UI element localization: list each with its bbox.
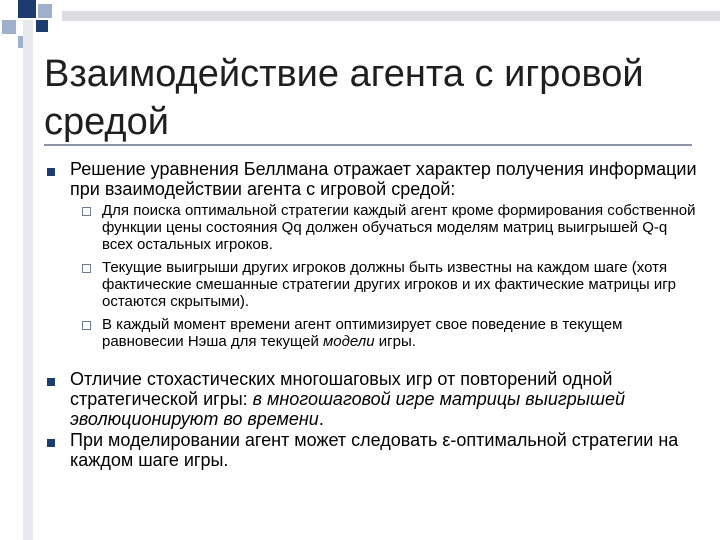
sub-bullet-text-part: игры. (374, 333, 416, 350)
sub-bullet-text: Текущие выигрыши других игроков должны быть известны на каждом шаге (хотя фактические смешанные стратегии других игроков и их фактические матрицы игр остаются скрытыми). (102, 259, 677, 310)
bullet-text (70, 369, 710, 429)
bullet-square-icon (47, 168, 55, 176)
bullet-emphasis: в многошаговой игре матрицы выигрышей эволюционируют во времени (70, 389, 626, 429)
checkbox-bullet-icon (82, 264, 91, 273)
bullet-square-icon (47, 439, 55, 447)
bullet-text: При моделировании агент может следовать ε-оптимальной стратегии на каждом шаге игры. (70, 430, 679, 470)
checkbox-bullet-icon (82, 207, 91, 216)
bullet-text: Решение уравнения Беллмана отражает характер получения информации при взаимодействии агента с игровой средой: (70, 159, 697, 199)
bullet-text-part: . (318, 409, 324, 429)
sub-bullet-text: Для поиска оптимальной стратегии каждый агент кроме формирования собственной функции цены состояния Qq должен обучаться моделям матриц выигрышей Q-q всех остальных игроков. (102, 202, 696, 253)
bullet-square-icon (47, 378, 55, 386)
sub-bullet-text (102, 316, 702, 350)
checkbox-bullet-icon (82, 321, 91, 330)
bullet-text-part: Отличие стохастических многошаговых игр от повторений одной стратегической игры: (70, 369, 613, 409)
sub-bullet-emphasis: модели (323, 333, 375, 350)
sub-bullet-text-part: В каждый момент времени агент оптимизирует свое поведение в текущем равновесии Нэша для текущей (102, 316, 623, 350)
slide-title: Взаимодействие агента с игровой средой (44, 53, 644, 143)
